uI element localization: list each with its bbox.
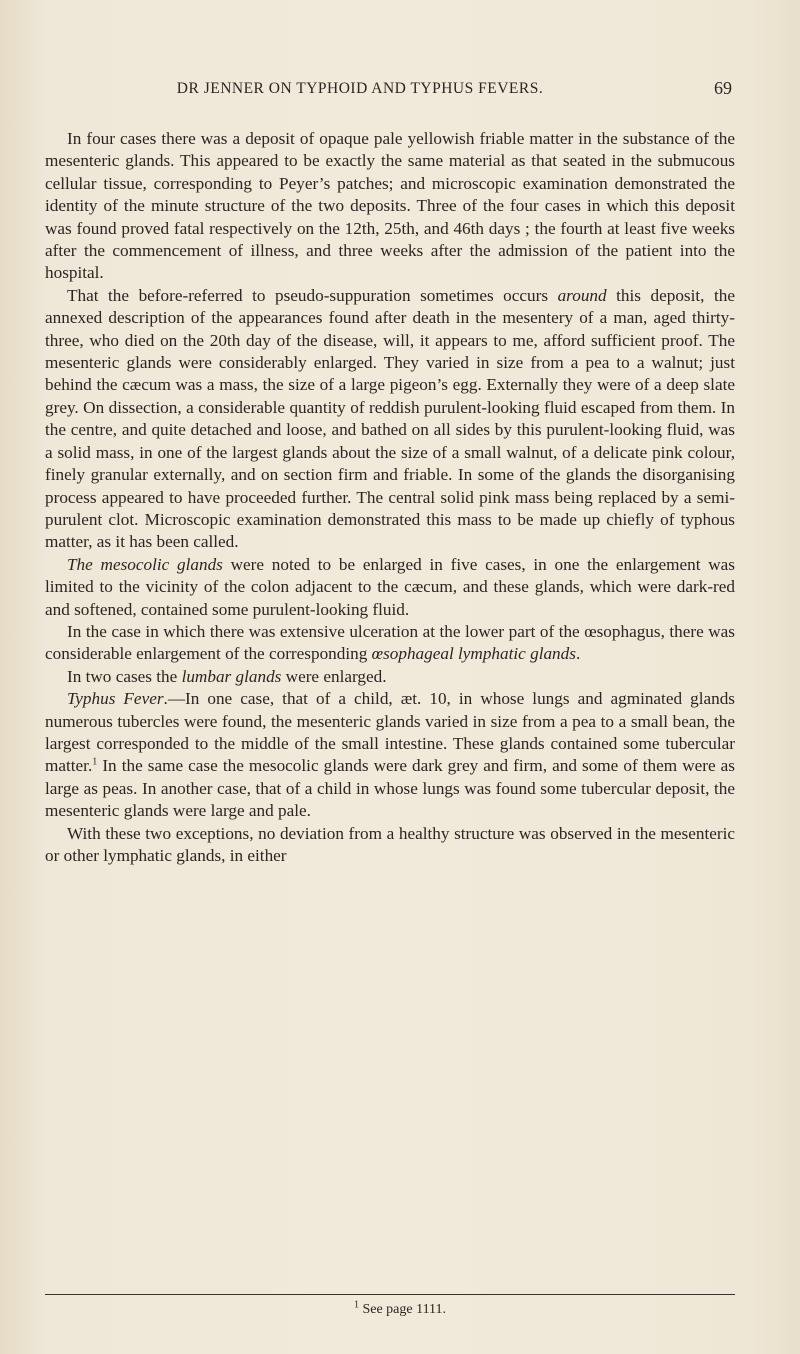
italic-lumbar-glands: lumbar glands: [181, 666, 282, 686]
paragraph-oesophageal-glands: In the case in which there was extensive ulceration at the lower part of the œsophagus, there was considerable enlargement of the corresponding œsophageal lymphatic glands.: [45, 621, 735, 664]
paragraph-exceptions: With these two exceptions, no deviation from a healthy structure was observed in the mesenteric or other lymphatic glands, in either: [45, 823, 735, 865]
paragraph-lumbar-glands: In two cases the lumbar glands were enlarged.: [67, 666, 387, 686]
italic-oesophageal-glands: œsophageal lymphatic glands: [371, 644, 576, 664]
paragraph-typhus-fever: Typhus Fever.—In one case, that of a child, æt. 10, in whose lungs and agminated glands numerous tubercles were found, the mesenteric glands varied in size from a pea to a small bean, the largest corresponded to the middle of the small intestine. These glands contained some tubercular matter.$^1$ In the same case the mesocolic glands were dark grey and firm, and some of them were as large as peas. In another case, that of a child in whose lungs was found some tubercular deposit, the mesenteric glands were large and pale.: [45, 689, 735, 821]
page-header: [0, 80, 800, 104]
footnote-divider: [45, 1294, 735, 1295]
italic-mesocolic-glands: The mesocolic glands: [67, 554, 223, 574]
body-text: [45, 128, 735, 867]
paragraph-mesocolic-glands: The mesocolic glands were noted to be enlarged in five cases, in one the enlargement was limited to the vicinity of the colon adjacent to the cæcum, and these glands, which were dark-red and softened, contained some purulent-looking fluid.: [45, 554, 735, 619]
page-number: 69: [714, 78, 732, 98]
footnote-marker: 1: [353, 1299, 359, 1311]
paragraph-glands-deposit: In four cases there was a deposit of opaque pale yellowish friable matter in the substance of the mesenteric glands. This appeared to be exactly the same material as that seated in the submucous cellular tissue, corresponding to Peyer’s patches; and microscopic examination demonstrated the identity of the minute structure of the two deposits. Three of the four cases in which this deposit was found proved fatal respectively on the 12th, 25th, and 46th days ; the fourth at least five weeks after the commencement of illness, and three weeks after the admission of the patient into the hospital.: [45, 129, 735, 283]
italic-around: around: [557, 285, 607, 305]
italic-typhus-fever: Typhus Fever: [67, 689, 164, 709]
running-head: DR JENNER ON TYPHOID AND TYPHUS FEVERS.: [176, 80, 544, 97]
footnote-reference: 1: [92, 756, 98, 768]
paragraph-pseudo-suppuration: That the before-referred to pseudo-suppuration sometimes occurs around this deposit, the annexed description of the appearances found after death in the mesentery of a man, aged thirty-three, who died on the 20th day of the disease, will, it appears to me, afford sufficient proof. The mesenteric glands were considerably enlarged. They varied in size from a pea to a walnut; just behind the cæcum was a mass, the size of a large pigeon’s egg. Externally they were of a deep slate grey. On dissection, a considerable quantity of reddish purulent-looking fluid escaped from them. In the centre, and quite detached and loose, and bathed on all sides by this purulent-looking fluid, was a solid mass, in one of the largest glands about the size of a small walnut, of a delicate pink colour, finely granular externally, and on section firm and friable. In some of the glands the disorganising process appeared to have proceeded further. The central solid pink mass being replaced by a semi-purulent clot. Microscopic examination demonstrated this mass to be made up chiefly of typhous matter, as it has been called.: [45, 285, 736, 552]
footnote: [0, 1299, 800, 1318]
footnote-text: See page 1111.: [358, 1302, 447, 1317]
